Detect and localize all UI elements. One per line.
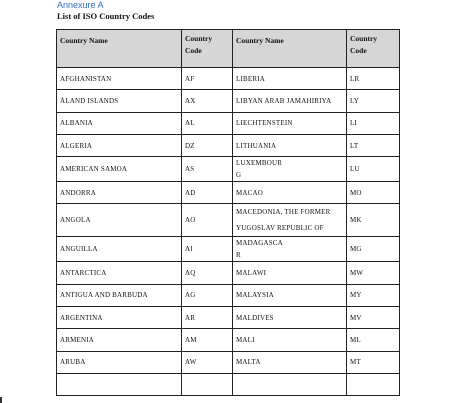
country-name-cell: [233, 204, 347, 237]
country-code-cell: AL: [182, 112, 233, 134]
country-name-cell: [57, 373, 182, 395]
country-name-cell: ARGENTINA: [57, 307, 182, 329]
header-code-line1: Country: [185, 34, 213, 43]
country-name-cell: LIECHTENSTEIN: [233, 112, 347, 134]
country-name-cell: ANTIGUA AND BARBUDA: [57, 284, 182, 306]
country-name-cell: ALBANIA: [57, 112, 182, 134]
country-code-cell: AG: [182, 284, 233, 306]
country-codes-table: [56, 29, 400, 396]
country-code-cell: [182, 373, 233, 395]
country-code-cell: AF: [182, 68, 233, 90]
country-code-cell: MO: [347, 182, 400, 204]
country-code-cell: AR: [182, 307, 233, 329]
country-name-cell: MALAYSIA: [233, 284, 347, 306]
country-code-cell: MW: [347, 262, 400, 284]
country-name-cell: ARUBA: [57, 351, 182, 373]
country-code-cell: LU: [347, 157, 400, 182]
table-row: [57, 182, 400, 204]
annex-label: Annexure A: [57, 0, 104, 10]
country-name-cell: [233, 373, 347, 395]
table-row: [57, 204, 400, 237]
country-code-cell: MV: [347, 307, 400, 329]
country-code-cell: LY: [347, 90, 400, 112]
country-name-cell: [233, 237, 347, 262]
country-name-cell: AMERICAN SAMOA: [57, 157, 182, 182]
country-name-cell: LIBYAN ARAB JAMAHIRIYA: [233, 90, 347, 112]
country-name-line: LUXEMBOUR: [236, 159, 283, 168]
header-country-name-right: Country Name: [233, 30, 347, 68]
country-name-cell: LITHUANIA: [233, 134, 347, 156]
country-name-cell: MALI: [233, 329, 347, 351]
country-code-cell: AQ: [182, 262, 233, 284]
country-code-cell: LR: [347, 68, 400, 90]
table-row: [57, 112, 400, 134]
country-name-cell: MALAWI: [233, 262, 347, 284]
header-code-line1: Country: [350, 34, 378, 43]
country-name-cell: ALGERIA: [57, 134, 182, 156]
country-name-line: G: [236, 171, 242, 180]
table-row: [57, 329, 400, 351]
country-code-cell: AX: [182, 90, 233, 112]
header-code-line2: Code: [185, 46, 202, 55]
country-code-cell: DZ: [182, 134, 233, 156]
table-row-partial: [57, 373, 400, 395]
country-code-cell: LI: [347, 112, 400, 134]
country-name-cell: ARMENIA: [57, 329, 182, 351]
country-name-cell: ANGOLA: [57, 204, 182, 237]
country-name-cell: ANDORRA: [57, 182, 182, 204]
country-code-cell: MY: [347, 284, 400, 306]
country-name-cell: [233, 157, 347, 182]
country-name-cell: ANTARCTICA: [57, 262, 182, 284]
country-name-line: YUGOSLAV REPUBLIC OF: [236, 224, 324, 233]
country-name-line: MADAGASCA: [236, 239, 283, 248]
country-code-cell: MT: [347, 351, 400, 373]
header-country-code-right: [347, 30, 400, 68]
country-name-cell: ANGUILLA: [57, 237, 182, 262]
country-code-cell: MG: [347, 237, 400, 262]
table-row: [57, 237, 400, 262]
table-row: [57, 284, 400, 306]
country-code-cell: AD: [182, 182, 233, 204]
country-code-cell: [347, 373, 400, 395]
country-code-cell: AM: [182, 329, 233, 351]
table-header-row: [57, 30, 400, 68]
country-code-cell: AI: [182, 237, 233, 262]
table-row: [57, 157, 400, 182]
table-row: [57, 68, 400, 90]
country-name-cell: MALDIVES: [233, 307, 347, 329]
list-title: List of ISO Country Codes: [57, 11, 155, 21]
country-name-line: MACEDONIA, THE FORMER: [236, 208, 331, 217]
country-name-cell: MACAO: [233, 182, 347, 204]
country-code-cell: LT: [347, 134, 400, 156]
country-name-cell: AFGHANISTAN: [57, 68, 182, 90]
country-code-cell: AO: [182, 204, 233, 237]
country-name-cell: LIBERIA: [233, 68, 347, 90]
country-code-cell: MK: [347, 204, 400, 237]
table-row: [57, 351, 400, 373]
table-row: [57, 90, 400, 112]
country-name-cell: ÅLAND ISLANDS: [57, 90, 182, 112]
table-row: [57, 307, 400, 329]
page-edge-mark: [0, 397, 2, 403]
country-code-cell: AW: [182, 351, 233, 373]
country-name-line: R: [236, 251, 241, 260]
table-row: [57, 134, 400, 156]
header-country-code-left: [182, 30, 233, 68]
country-name-cell: MALTA: [233, 351, 347, 373]
country-code-cell: ML: [347, 329, 400, 351]
table-row: [57, 262, 400, 284]
country-code-cell: AS: [182, 157, 233, 182]
header-code-line2: Code: [350, 46, 367, 55]
header-country-name-left: Country Name: [57, 30, 182, 68]
